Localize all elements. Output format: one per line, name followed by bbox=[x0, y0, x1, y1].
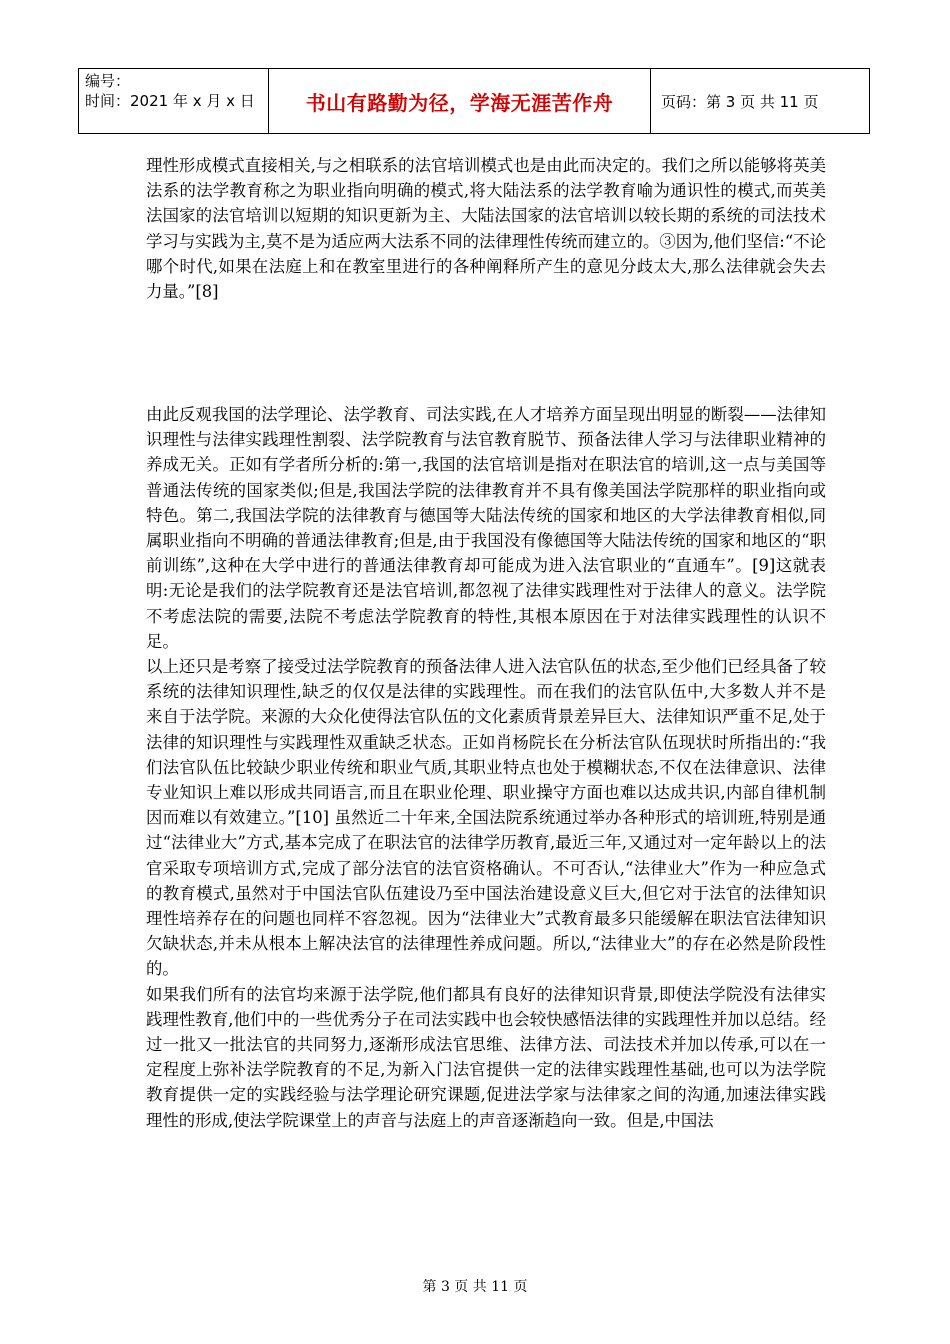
paragraph: 理性形成模式直接相关,与之相联系的法官培训模式也是由此而决定的。我们之所以能够将英美法系的法学教育称之为职业指向明确的模式,将大陆法系的法学教育喻为通识性的模式,而英美法国家的法官培训以短期的知识更新为主、大陆法国家的法官培训以较长期的系统的司法技术学习与实践为主,莫不是为适应两大法系不同的法律理性传统而建立的。③因为,他们坚信:“不论哪个时代,如果在法庭上和在教室里进行的各种阐释所产生的意见分歧太大,那么法律就会失去力量。”[8] bbox=[146, 156, 826, 302]
header-motto-cell bbox=[269, 69, 651, 133]
paragraph: 如果我们所有的法官均来源于法学院,他们都具有良好的法律知识背景,即使法学院没有法律实践理性教育,他们中的一些优秀分子在司法实践中也会较快感悟法律的实践理性并加以总结。经过一批又一批法官的共同努力,逐渐形成法官思维、法律方法、司法技术并加以传承,可以在一定程度上弥补法学院教育的不足,为新入门法官提供一定的法律实践理性基础,也可以为法学院教育提供一定的实践经验与法学理论研究课题,促进法学家与法律家之间的沟通,加速法律实践理性的形成,使法学院课堂上的声音与法庭上的声音逐渐趋向一致。但是,中国法 bbox=[146, 984, 826, 1130]
paragraph: 由此反观我国的法学理论、法学教育、司法实践,在人才培养方面呈现出明显的断裂——法律知识理性与法律实践理性割裂、法学院教育与法官教育脱节、预备法律人学习与法律职业精神的养成无关。正如有学者所分析的:第一,我国的法官培训是指对在职法官的培训,这一点与美国等普通法传统的国家类似;但是,我国法学院的法律教育并不具有像美国法学院那样的职业指向或特色。第二,我国法学院的法律教育与德国等大陆法传统的国家和地区的大学法律教育相似,同属职业指向不明确的普通法律教育;但是,由于我国没有像德国等大陆法传统的国家和地区的“职前训练”,这种在大学中进行的普通法律教育却可能成为进入法官职业的“直通车”。[9]这就表明:无论是我们的法学院教育还是法官培训,都忽视了法律实践理性对于法律人的意义。法学院不考虑法院的需要,法院不考虑法学院教育的特性,其根本原因在于对法律实践理性的认识不足。 bbox=[146, 405, 826, 651]
header-page-cell bbox=[651, 69, 869, 133]
document-date: 时间：2021 年 x 月 x 日 bbox=[85, 92, 255, 110]
paragraph: 以上还只是考察了接受过法学院教育的预备法律人进入法官队伍的状态,至少他们已经具备了较系统的法律知识理性,缺乏的仅仅是法律的实践理性。而在我们的法官队伍中,大多数人并不是来自于法学院。来源的大众化使得法官队伍的文化素质背景差异巨大、法律知识严重不足,处于法律的知识理性与实践理性双重缺乏状态。正如肖杨院长在分析法官队伍现状时所指出的:“我们法官队伍比较缺少职业传统和职业气质,其职业特点也处于模糊状态,不仅在法律意识、法律专业知识上难以形成共同语言,而且在职业伦理、职业操守方面也难以达成共识,内部自律机制因而难以有效建立。”[10] 虽然近二十年来,全国法院系统通过举办各种形式的培训班,特别是通过“法律业大”方式,基本完成了在职法官的法律学历教育,最近三年,又通过对一定年龄以上的法官采取专项培训方式,完成了部分法官的法官资格确认。不可否认,“法律业大”作为一种应急式的教育模式,虽然对于中国法官队伍建设乃至中国法治建设意义巨大,但它对于法官的法律知识理性培养存在的问题也同样不容忽视。因为“法律业大”式教育最多只能缓解在职法官法律知识欠缺状态,并未从根本上解决法官的法律理性养成问题。所以,“法律业大”的存在必然是阶段性的。 bbox=[146, 657, 826, 979]
header-meta bbox=[79, 69, 269, 133]
footer-page-number: 第 3 页 共 11 页 bbox=[422, 1279, 528, 1295]
header-motto: 书山有路勤为径，学海无涯苦作舟 bbox=[305, 90, 614, 115]
header-table bbox=[78, 68, 870, 134]
body-section-1 bbox=[146, 153, 826, 304]
page-footer bbox=[0, 1276, 950, 1296]
header-page-info: 页码：第 3 页 共 11 页 bbox=[661, 92, 819, 111]
body-section-2 bbox=[146, 402, 826, 1133]
document-number: 编号： bbox=[85, 72, 131, 90]
